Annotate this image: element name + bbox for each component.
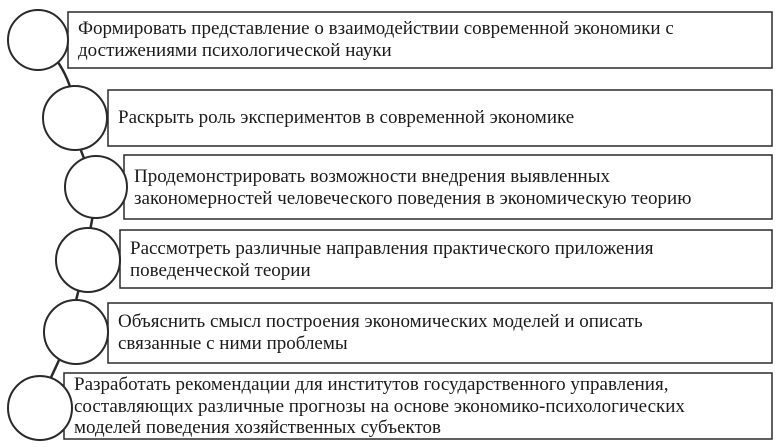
item-4-line-2: поведенческой теории <box>130 259 311 281</box>
item-1-line-1: Формировать представление о взаимодействии современной экономики с <box>78 18 674 39</box>
item-2-line-1: Раскрыть роль экспериментов в современной экономике <box>118 107 575 128</box>
item-text-5 <box>118 311 643 354</box>
item-5-line-2: связанные с ними проблемы <box>118 332 348 354</box>
item-4-line-1: Рассмотреть различные направления практического приложения <box>130 238 654 259</box>
item-1-line-2: достижениями психологической науки <box>78 39 392 61</box>
item-text-4 <box>130 238 654 281</box>
item-3-line-1: Продемонстрировать возможности внедрения выявленных <box>134 166 610 187</box>
item-text-2 <box>118 107 574 129</box>
circle-marker-2 <box>43 86 107 150</box>
circle-marker-3 <box>65 156 127 218</box>
item-5-line-1: Объяснить смысл построения экономических моделей и описать <box>118 311 643 332</box>
circle-marker-5 <box>44 300 108 364</box>
item-6-line-3: моделей поведения хозяйственных субъектов <box>74 417 442 438</box>
circle-marker-6 <box>8 376 72 440</box>
item-6-line-1: Разработать рекомендации для институтов государственного управления, <box>74 374 669 395</box>
item-text-3 <box>134 166 691 209</box>
circle-marker-4 <box>56 228 120 292</box>
item-text-6 <box>74 374 685 439</box>
circle-marker-1 <box>8 10 68 70</box>
item-6-line-2: составляющих различные прогнозы на основе экономико-психологических <box>74 395 685 417</box>
item-text-1 <box>78 18 674 61</box>
item-3-line-2: закономерностей человеческого поведения в экономическую теорию <box>134 187 692 209</box>
